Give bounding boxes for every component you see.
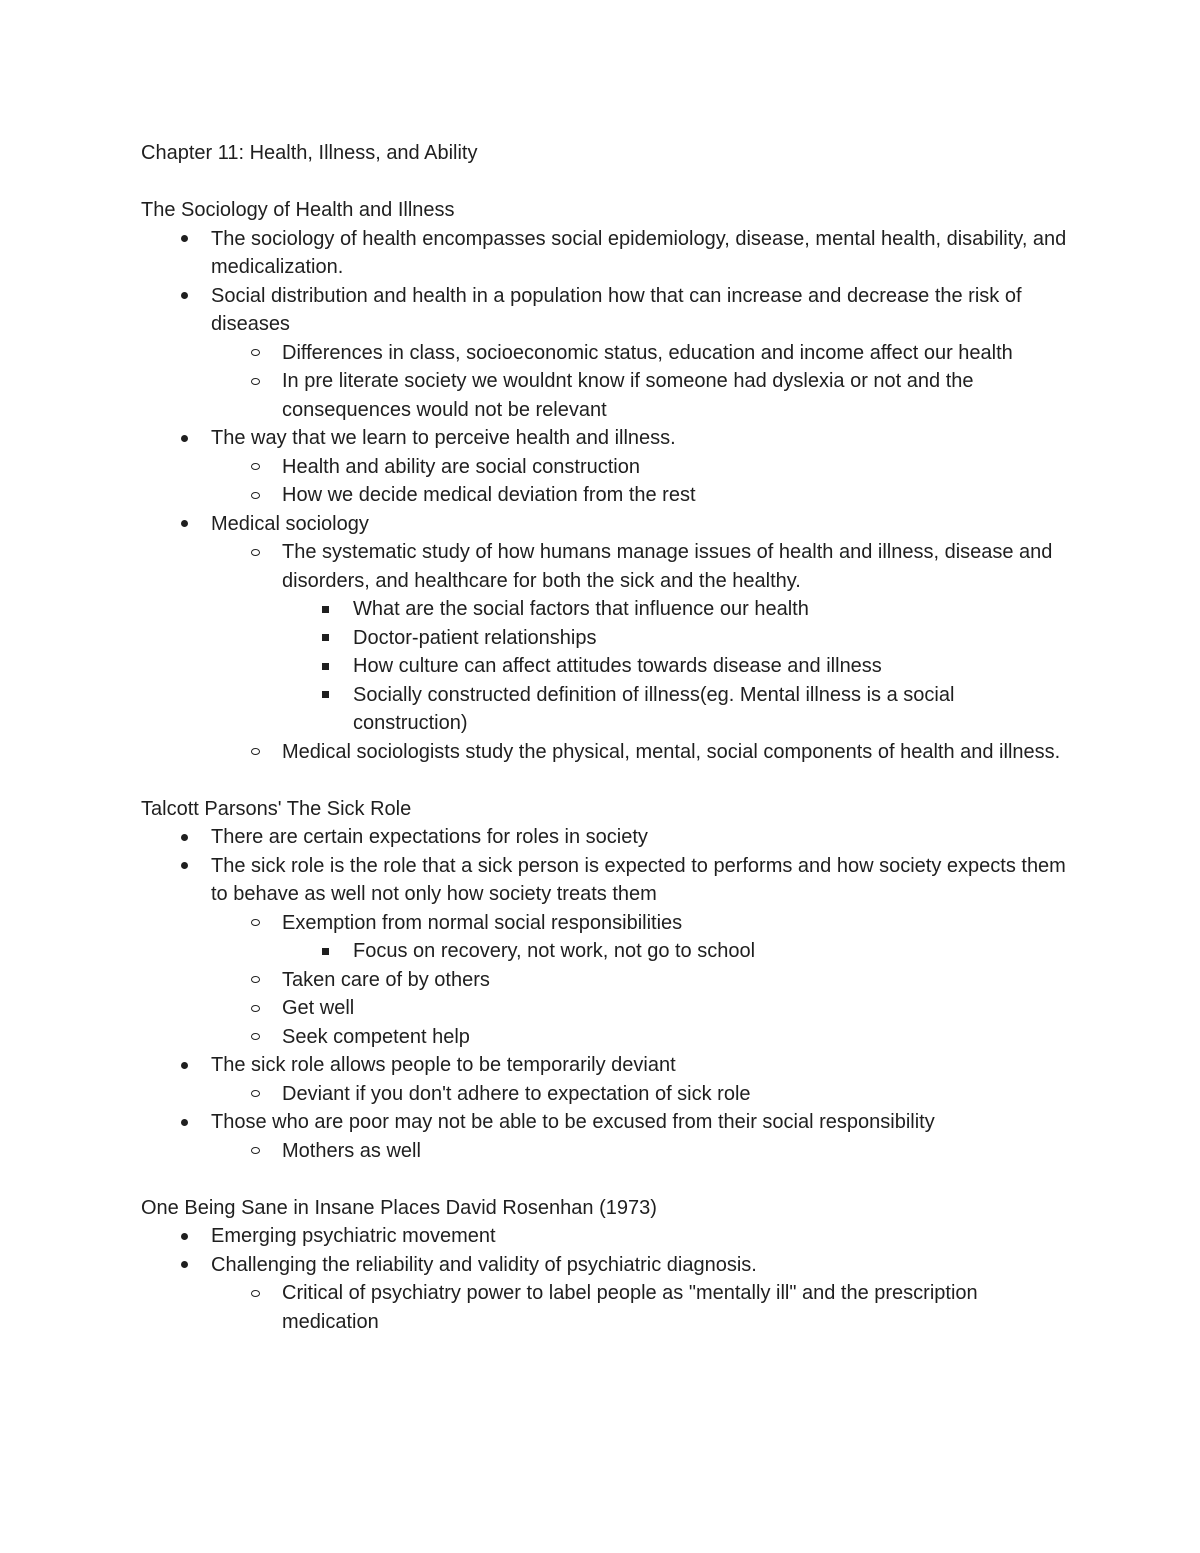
list-item [141,652,1071,681]
list-item [141,1137,1071,1166]
list-item-text: Those who are poor may not be able to be excused from their social responsibility [211,1111,935,1133]
list-item-text: How culture can affect attitudes towards disease and illness [353,655,882,677]
list-item-text: There are certain expectations for roles in society [211,826,648,848]
circle-bullet-icon [248,339,262,368]
blank-line [141,766,1071,795]
section-heading: Talcott Parsons' The Sick Role [141,797,412,820]
list-item [141,909,1071,938]
list-item [141,823,1071,852]
disc-bullet-icon [177,1051,191,1080]
circle-bullet-icon [248,966,262,995]
disc-bullet-icon [177,424,191,453]
disc-bullet-icon [177,510,191,539]
list-item-text: Mothers as well [282,1139,421,1162]
list-item [141,624,1071,653]
list-item-text: Taken care of by others [282,968,490,991]
list-item [141,1051,1071,1080]
section [141,196,1071,766]
list-item [141,510,1071,539]
list-item-text: Social distribution and health in a population how that can increase and decrease the risk of diseases [211,284,1022,335]
list-item-text: The sick role allows people to be temporarily deviant [211,1054,676,1076]
disc-bullet-icon [177,823,191,852]
circle-bullet-icon [248,994,262,1023]
square-bullet-icon [318,595,332,624]
list-item-text: The systematic study of how humans manage issues of health and illness, disease and disorders, and healthcare for both the sick and the healthy. [282,541,1053,592]
disc-bullet-icon [177,1251,191,1280]
list-item [141,681,1071,738]
section [141,1194,1071,1337]
list-item [141,424,1071,453]
list-item-text: Seek competent help [282,1025,470,1048]
disc-bullet-icon [177,1108,191,1137]
list-item-text: What are the social factors that influence our health [353,598,809,620]
list-item-text: Health and ability are social construction [282,455,640,478]
list-item [141,994,1071,1023]
list-item-text: Doctor-patient relationships [353,626,597,649]
section-heading: The Sociology of Health and Illness [141,199,455,221]
list-item [141,538,1071,595]
document-title: Chapter 11: Health, Illness, and Ability [141,142,478,164]
list-item-text: Critical of psychiatry power to label people as "mentally ill" and the prescription medication [282,1282,978,1333]
circle-bullet-icon [248,1023,262,1052]
list-item [141,225,1071,282]
disc-bullet-icon [177,225,191,254]
circle-bullet-icon [248,481,262,510]
blank-line [141,1165,1071,1194]
section [141,795,1071,1166]
list-item [141,453,1071,482]
disc-bullet-icon [177,852,191,881]
list-item [141,937,1071,966]
circle-bullet-icon [248,367,262,396]
blank-line [141,168,1071,197]
disc-bullet-icon [177,282,191,311]
list-item [141,367,1071,424]
list-item [141,1080,1071,1109]
list-item [141,339,1071,368]
list-item [141,966,1071,995]
list-item-text: The sociology of health encompasses social epidemiology, disease, mental health, disability, and medicalization. [211,227,1067,278]
circle-bullet-icon [248,538,262,567]
circle-bullet-icon [248,1080,262,1109]
list-item-text: How we decide medical deviation from the rest [282,484,696,506]
list-item-text: In pre literate society we wouldnt know if someone had dyslexia or not and the consequences would not be relevant [282,370,974,421]
list-item [141,1222,1071,1251]
document-page [141,139,1071,1336]
list-item [141,481,1071,510]
circle-bullet-icon [248,909,262,938]
square-bullet-icon [318,652,332,681]
list-item-text: Focus on recovery, not work, not go to school [353,940,756,962]
list-item-text: The sick role is the role that a sick person is expected to performs and how society expects them to behave as well not only how society treats them [211,854,1066,905]
list-item-text: Get well [282,997,355,1019]
circle-bullet-icon [248,738,262,767]
square-bullet-icon [318,937,332,966]
list-item [141,595,1071,624]
list-item [141,738,1071,767]
list-item-text: Emerging psychiatric movement [211,1225,496,1247]
circle-bullet-icon [248,1137,262,1166]
list-item-text: The way that we learn to perceive health and illness. [211,427,676,449]
list-item-text: Socially constructed definition of illness(eg. Mental illness is a social construction) [353,683,955,734]
list-item [141,1251,1071,1280]
list-item [141,1108,1071,1137]
list-item-text: Medical sociology [211,512,369,535]
disc-bullet-icon [177,1222,191,1251]
square-bullet-icon [318,681,332,710]
list-item [141,852,1071,909]
circle-bullet-icon [248,453,262,482]
circle-bullet-icon [248,1279,262,1308]
list-item-text: Deviant if you don't adhere to expectation of sick role [282,1082,751,1105]
sections-container [141,196,1071,1336]
section-heading: One Being Sane in Insane Places David Rosenhan (1973) [141,1196,657,1219]
list-item [141,1023,1071,1052]
list-item-text: Medical sociologists study the physical, mental, social components of health and illness. [282,740,1061,763]
list-item-text: Exemption from normal social responsibilities [282,911,683,934]
list-item [141,282,1071,339]
square-bullet-icon [318,624,332,653]
list-item-text: Differences in class, socioeconomic status, education and income affect our health [282,341,1013,364]
list-item-text: Challenging the reliability and validity of psychiatric diagnosis. [211,1253,757,1276]
list-item [141,1279,1071,1336]
